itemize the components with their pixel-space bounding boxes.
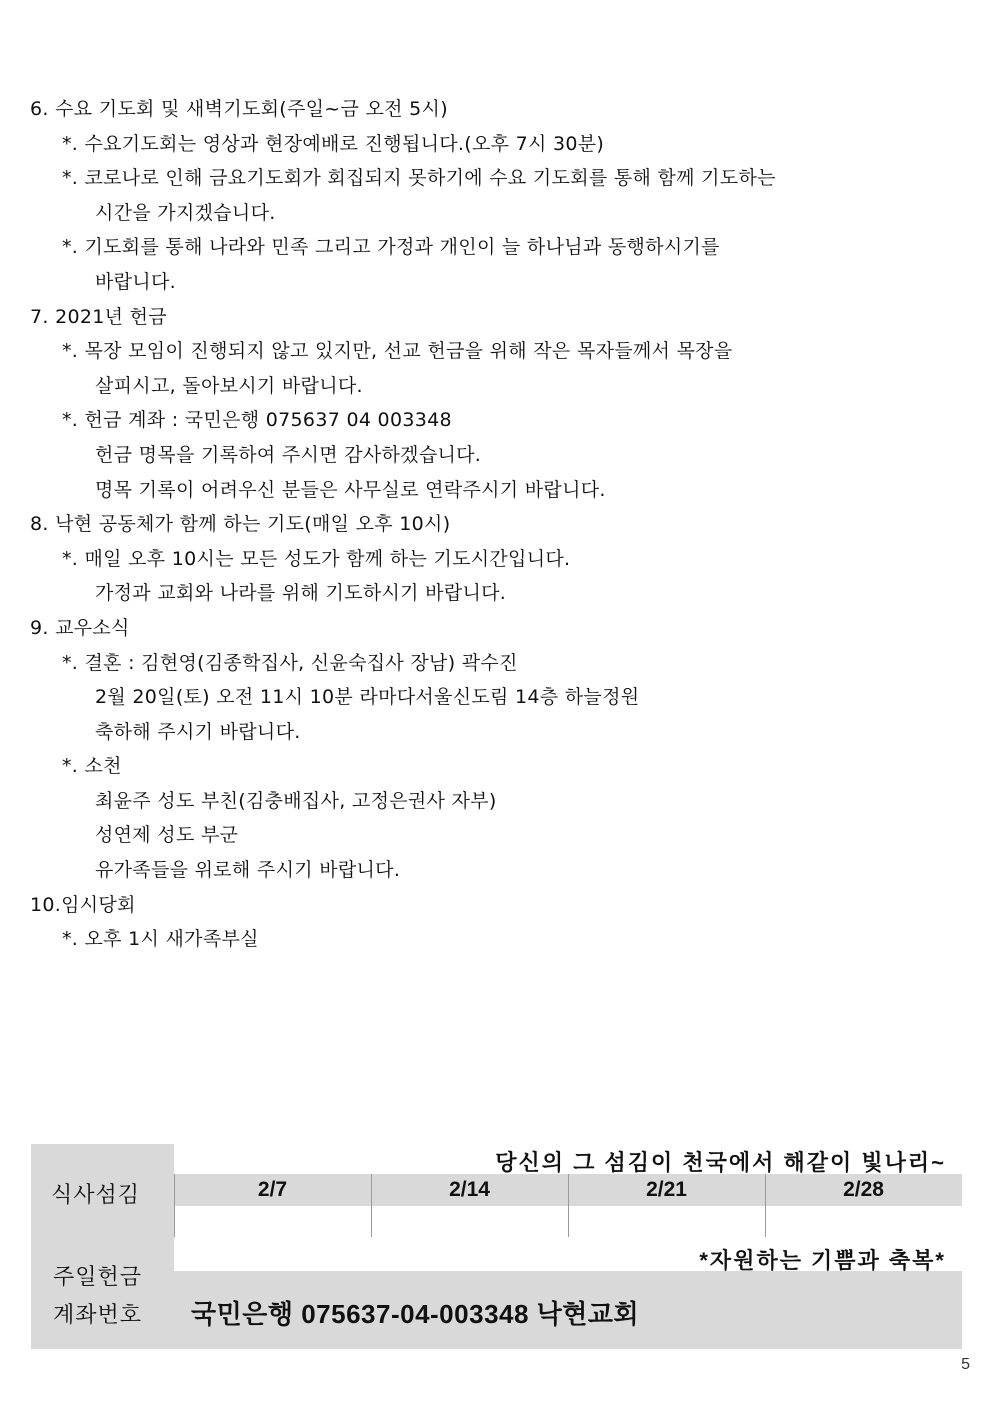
announcement-line: 바랍니다. [95, 270, 176, 293]
announcement-line: 명목 기록이 어려우신 분들은 사무실로 연락주시기 바랍니다. [95, 478, 606, 501]
announcement-line: 살피시고, 돌아보시기 바랍니다. [95, 374, 363, 397]
date-cell: 2/21 [646, 1178, 687, 1201]
announcement-line: *. 오후 1시 새가족부실 [62, 928, 259, 951]
announcement-line: *. 기도회를 통해 나라와 민족 그리고 가정과 개인이 늘 하나님과 동행하시기를 [62, 236, 720, 259]
date-cell: 2/14 [449, 1178, 490, 1201]
announcement-line: *. 헌금 계좌 : 국민은행 075637 04 003348 [62, 409, 452, 432]
account-number: 국민은행 075637-04-003348 낙현교회 [191, 1299, 640, 1329]
announcement-list [0, 92, 992, 957]
announcement-line: 헌금 명목을 기록하여 주시면 감사하겠습니다. [95, 443, 482, 466]
announcement-line: *. 매일 오후 10시는 모든 성도가 함께 하는 기도시간입니다. [62, 547, 571, 570]
announcement-line: *. 코로나로 인해 금요기도회가 회집되지 못하기에 수요 기도회를 통해 함께 기도하는 [62, 167, 776, 190]
service-tagline: 당신의 그 섬김이 천국에서 해같이 빛나리~ [495, 1150, 946, 1175]
announcement-line: 축하해 주시기 바랍니다. [95, 720, 301, 743]
page-number: 5 [961, 1356, 970, 1373]
announcement-line: 최윤주 성도 부친(김충배집사, 고정은권사 자부) [95, 789, 497, 812]
announcement-line: *. 결혼 : 김현영(김종학집사, 신윤숙집사 장남) 곽수진 [62, 651, 518, 674]
offering-label: 주일헌금 [53, 1264, 143, 1289]
date-cell: 2/7 [257, 1178, 288, 1201]
announcement-line: 성연제 성도 부군 [95, 824, 239, 847]
service-schedule-table [31, 1144, 962, 1349]
offering-tagline: *자원하는 기쁨과 축복* [699, 1248, 946, 1273]
meal-service-label: 식사섬김 [51, 1182, 141, 1207]
section-heading: 9. 교우소식 [30, 616, 130, 639]
announcement-line: 유가족들을 위로해 주시기 바랍니다. [95, 859, 401, 882]
section-heading: 7. 2021년 헌금 [30, 305, 167, 328]
announcement-line: *. 소천 [62, 755, 122, 778]
announcement-line: 시간을 가지겠습니다. [95, 201, 276, 224]
section-heading: 10.임시당회 [30, 893, 136, 916]
section-heading: 8. 낙현 공동체가 함께 하는 기도(매일 오후 10시) [30, 513, 451, 536]
announcement-line: *. 목장 모임이 진행되지 않고 있지만, 선교 헌금을 위해 작은 목자들께서 목장을 [62, 340, 733, 363]
announcement-line: 가정과 교회와 나라를 위해 기도하시기 바랍니다. [95, 582, 507, 605]
date-cell: 2/28 [843, 1178, 884, 1201]
account-number-label: 계좌번호 [53, 1302, 143, 1327]
announcement-line: 2월 20일(토) 오전 11시 10분 라마다서울신도림 14층 하늘정원 [95, 686, 640, 709]
section-heading: 6. 수요 기도회 및 새벽기도회(주일~금 오전 5시) [30, 98, 448, 120]
announcement-line: *. 수요기도회는 영상과 현장예배로 진행됩니다.(오후 7시 30분) [62, 132, 605, 155]
